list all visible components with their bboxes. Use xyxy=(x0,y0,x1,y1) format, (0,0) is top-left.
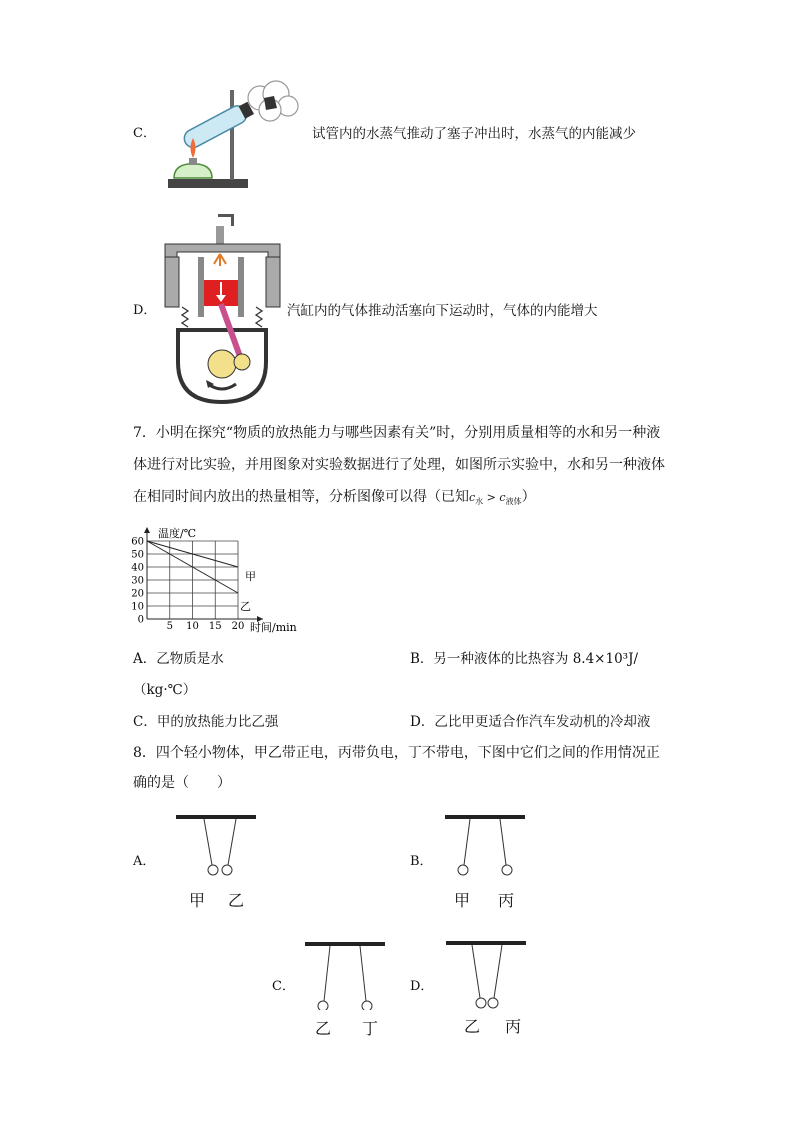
chart-y-title: 温度/℃ xyxy=(158,527,197,540)
q8-c-right-label: 丁 xyxy=(362,1019,379,1038)
q7-option-b-continued: （kg·℃） xyxy=(133,682,197,698)
q8-option-d-diagram xyxy=(442,938,537,1010)
y-axis-arrow xyxy=(144,527,150,533)
q8-d-right-label: 丙 xyxy=(505,1017,522,1036)
q7-option-d[interactable]: D．乙比甲更适合作汽车发动机的冷却液 xyxy=(410,714,651,730)
q8-option-a-letter[interactable]: A． xyxy=(133,854,156,869)
q8-line-1: 8．四个轻小物体，甲乙带正电，丙带负电，丁不带电，下图中它们之间的作用情况正 xyxy=(133,745,660,761)
q8-option-a-diagram xyxy=(170,812,265,882)
y-tick-label: 40 xyxy=(131,562,144,574)
x-tick-label: 15 xyxy=(208,621,222,632)
y-tick-label: 10 xyxy=(131,601,144,613)
q7-line-2: 体进行对比实验，并用图象对实验数据进行了处理，如图所示实验中，水和另一种液体 xyxy=(133,457,665,473)
q7-option-a[interactable]: A．乙物质是水 xyxy=(133,651,224,667)
q8-line-2: 确的是（ ） xyxy=(133,775,231,791)
q8-option-d-letter[interactable]: D． xyxy=(410,979,434,994)
option-c-letter: C． xyxy=(133,126,156,141)
chart-label-yi: 乙 xyxy=(240,600,251,613)
chart-label-jia: 甲 xyxy=(245,570,256,583)
q8-option-b-letter[interactable]: B． xyxy=(410,854,433,869)
option-c-text: 试管内的水蒸气推动了塞子冲出时，水蒸气的内能减少 xyxy=(312,126,636,142)
x-tick-label: 20 xyxy=(231,621,245,632)
q8-b-left-label: 甲 xyxy=(454,891,471,910)
y-tick-label: 20 xyxy=(131,588,144,600)
x-tick-label: 10 xyxy=(186,621,199,632)
q8-a-left-label: 甲 xyxy=(189,891,206,910)
q8-option-c-letter[interactable]: C． xyxy=(272,979,295,994)
y-tick-label: 30 xyxy=(131,575,144,587)
q8-c-left-label: 乙 xyxy=(315,1019,332,1038)
y-tick-label: 50 xyxy=(131,549,144,561)
q7-line-1: 7．小明在探究“物质的放热能力与哪些因素有关”时，分别用质量相等的水和另一种液 xyxy=(133,425,661,441)
q8-b-right-label: 丙 xyxy=(498,891,515,910)
q7-option-b[interactable]: B．另一种液体的比热容为 8.4×10³J/ xyxy=(410,651,639,667)
chart-ticks xyxy=(131,537,244,633)
x-tick-label: 5 xyxy=(166,621,173,632)
y-tick-label: 60 xyxy=(131,536,144,548)
q8-option-b-diagram xyxy=(440,812,535,882)
q7-option-c[interactable]: C．甲的放热能力比乙强 xyxy=(133,714,279,730)
q8-option-c-diagram xyxy=(300,938,395,1010)
option-d-letter: D． xyxy=(133,303,157,318)
chart-grid xyxy=(147,541,238,619)
q8-a-right-label: 乙 xyxy=(228,891,245,910)
test-tube-steam-illustration xyxy=(160,78,300,200)
q8-d-left-label: 乙 xyxy=(464,1017,481,1036)
temperature-time-chart xyxy=(128,524,308,636)
chart-x-title: 时间/min xyxy=(250,621,297,634)
q7-line-3: 在相同时间内放出的热量相等，分析图像可以得（已知$c_水 > c_{液体}$） xyxy=(133,489,536,506)
y-tick-label: 0 xyxy=(137,614,144,626)
option-d-text: 汽缸内的气体推动活塞向下运动时，气体的内能增大 xyxy=(287,303,598,319)
engine-cylinder-illustration xyxy=(160,212,285,407)
